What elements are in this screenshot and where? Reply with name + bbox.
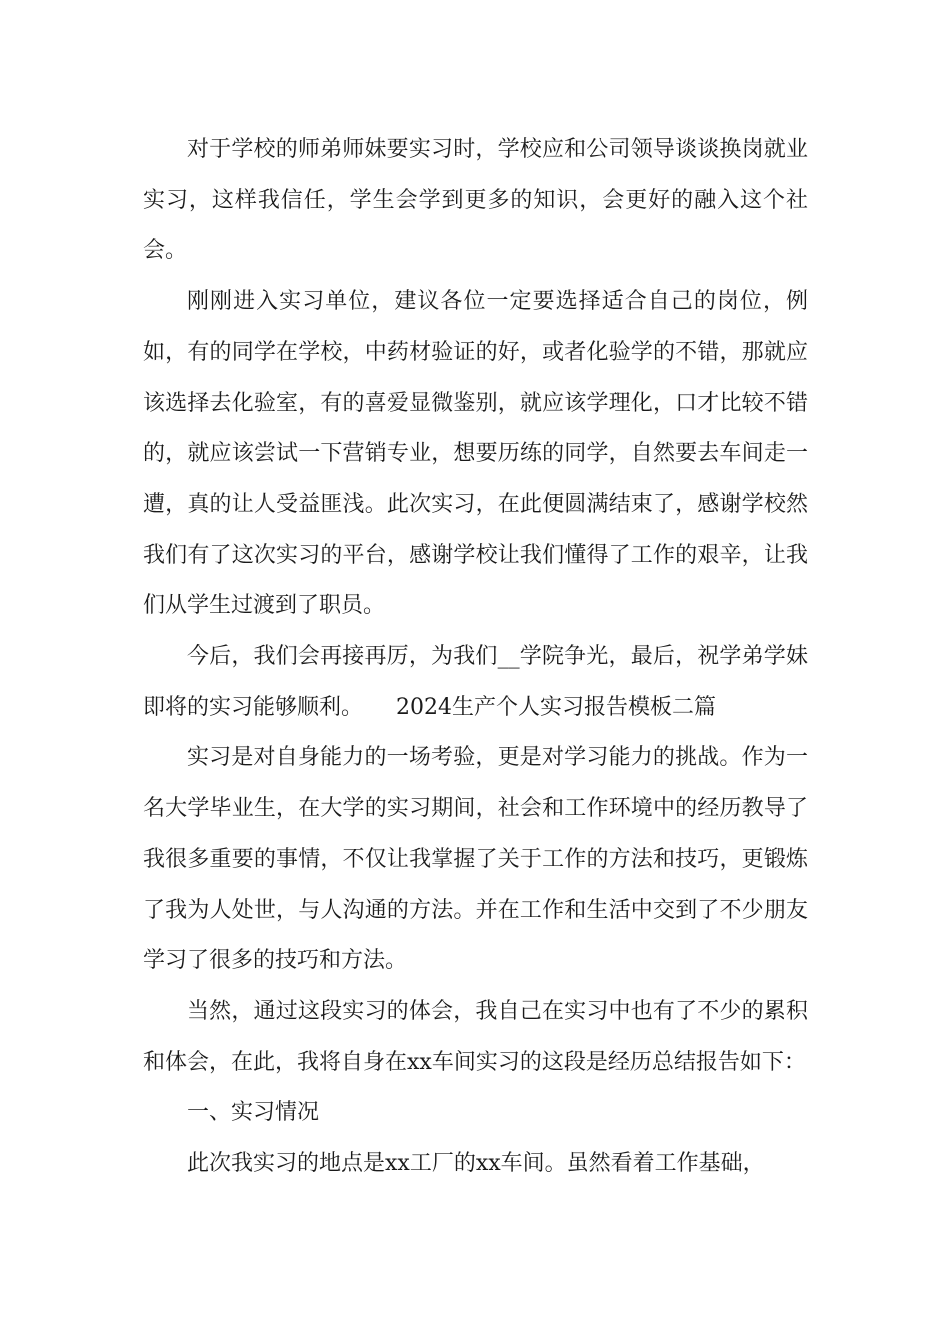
paragraph-summary-intro: 当然，通过这段实习的体会，我自己在实习中也有了不少的累积和体会，在此，我将自身在xx车间实习的这段是经历总结报告如下： (143, 998, 808, 1075)
paragraph-internship-challenge: 实习是对自身能力的一场考验，更是对学习能力的挑战。作为一名大学毕业生，在大学的实习期间，社会和工作环境中的经历教导了我很多重要的事情，不仅让我掌握了关于工作的方法和技巧，更锻炼了我为人处世，与人沟通的方法。并在工作和生活中交到了不少朋友学习了很多的技巧和方法。 (143, 745, 808, 974)
document-body (143, 125, 808, 1190)
paragraph-advice-to-juniors: 对于学校的师弟师妹要实习时，学校应和公司领导谈谈换岗就业实习，这样我信任，学生会学到更多的知识，会更好的融入这个社会。 (143, 137, 808, 264)
paragraph-closing-and-title: 今后，我们会再接再厉，为我们__学院争光，最后，祝学弟学妹即将的实习能够顺利。 2024生产个人实习报告模板二篇 (143, 644, 808, 720)
paragraph-internship-location: 此次我实习的地点是xx工厂的xx车间。虽然看着工作基础， (187, 1151, 765, 1177)
section-heading-internship-situation: 一、实习情况 (187, 1100, 320, 1126)
paragraph-choose-position: 刚刚进入实习单位，建议各位一定要选择适合自己的岗位，例如，有的同学在学校，中药材验证的好，或者化验学的不错，那就应该选择去化验室，有的喜爱显微鉴别，就应该学理化，口才比较不错的，就应该尝试一下营销专业，想要历练的同学，自然要去车间走一遭，真的让人受益匪浅。此次实习，在此便圆满结束了，感谢学校然我们有了这次实习的平台，感谢学校让我们懂得了工作的艰辛，让我们从学生过渡到了职员。 (143, 289, 808, 619)
